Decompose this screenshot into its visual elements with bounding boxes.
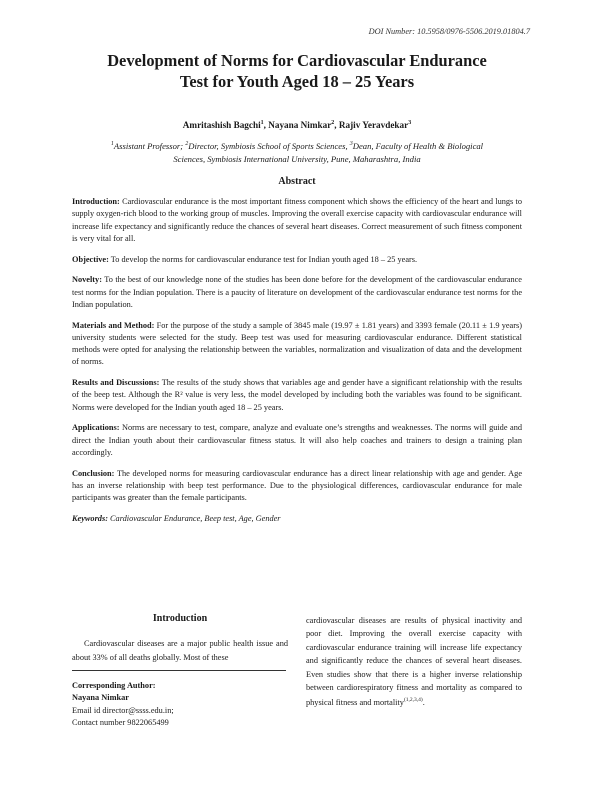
affil-text: Director, Symbiosis School of Sports Sciences, — [188, 140, 350, 151]
abstract-label: Introduction: — [72, 197, 120, 206]
author-name: Amritashish Bagchi — [182, 120, 261, 131]
affiliations — [110, 138, 484, 166]
keywords-text: Cardiovascular Endurance, Beep test, Age, Gender — [107, 513, 281, 523]
introduction-text: cardiovascular diseases are results of physical inactivity and poor diet. Improving the overall exercise capacity with cardiovascular endurance training will increase life expectancy and significantly reduce the chances of several heart diseases. Even studies show that there is a higher inverse relationship between cardiorespiratory fitness and mortality as compared to physical fitness and mortality — [306, 616, 522, 708]
abstract-text: Cardiovascular endurance is the most important fitness component which shows the efficiency of the heart and lungs to supply oxygen-rich blood to the working group of muscles. Improving the overall exercise capacity with cardiovascular endurance will increase life expectancy and significantly reduce the chances of several heart diseases. Correct measurement of such fitness component is very vital for all. — [72, 197, 522, 243]
abstract-paragraph — [72, 254, 522, 266]
introduction-paragraph: Cardiovascular diseases are a major public health issue and about 33% of all deaths globally. Most of these — [72, 639, 288, 662]
abstract-text: Norms are necessary to test, compare, analyze and evaluate one’s strengths and weaknesses. The norms will guide and direct the Indian youth about their cardiovascular fitness status. It will also help coaches and trainers to design a training plan accordingly. — [72, 423, 522, 457]
title-line-1: Development of Norms for Cardiovascular Endurance — [107, 51, 487, 70]
affil-text: Assistant Professor; — [113, 140, 186, 151]
corresponding-author-name: Nayana Nimkar — [72, 693, 129, 703]
abstract-label: Results and Discussions: — [72, 378, 160, 388]
affil-mark: 2 — [185, 141, 189, 147]
abstract-paragraph — [72, 422, 522, 459]
footnote-divider — [72, 670, 286, 671]
author-name: Rajiv Yeravdekar — [338, 120, 409, 131]
author-affil-mark: 2 — [331, 120, 335, 126]
author-affil-mark: 1 — [260, 120, 264, 126]
paper-title — [60, 50, 534, 92]
abstract-label: Materials and Method: — [72, 320, 155, 330]
doi-number: DOI Number: 10.5958/0976-5506.2019.01804.7 — [368, 27, 530, 36]
corresponding-author-heading: Corresponding Author: — [72, 681, 156, 690]
affil-mark: 3 — [349, 141, 353, 147]
abstract-paragraph — [72, 196, 522, 245]
introduction-paragraph-continued — [306, 614, 522, 710]
affil-text: Dean, Faculty of Health & Biological Sciences, Symbiosis International University, Pune, Maharashtra, India — [173, 140, 484, 164]
abstract-label: Applications: — [72, 423, 120, 433]
abstract-paragraph — [72, 274, 522, 311]
right-column — [306, 614, 522, 710]
abstract-heading: Abstract — [278, 176, 316, 187]
author-separator: , — [334, 120, 339, 131]
abstract-text: For the purpose of the study a sample of 3845 male (19.97 ± 1.81 years) and 3393 female (20.11 ± 1.9 years) university students were selected for the study. Beep test was used for measuring cardiovascular endurance. Different statistical methods were opted for analysing the relationship between the variables, normalization and visualization of data and the development of norms. — [72, 320, 522, 367]
citation-reference: (1,2,3,4) — [403, 697, 423, 704]
affil-mark: 1 — [110, 141, 114, 147]
abstract-paragraph — [72, 468, 522, 505]
abstract-label: Objective: — [72, 254, 109, 264]
author-list — [60, 120, 534, 130]
introduction-heading: Introduction — [152, 613, 208, 624]
abstract-label: Novelty: — [72, 275, 102, 285]
abstract-paragraph — [72, 377, 522, 414]
title-line-2: Test for Youth Aged 18 – 25 Years — [179, 72, 415, 91]
keywords — [72, 513, 522, 525]
left-column — [72, 612, 288, 664]
abstract-label: Conclusion: — [72, 468, 115, 478]
abstract-text: The developed norms for measuring cardiovascular endurance has a direct linear relationship with age and gender. Age has an inverse relationship with beep test performance. Due to the physiological differences, cardiovascular endurance for male participants was greater than the female participants. — [72, 468, 522, 503]
author-separator: , — [263, 120, 269, 131]
abstract-paragraph — [72, 320, 522, 369]
author-name: Nayana Nimkar — [268, 120, 332, 131]
corresponding-author-block — [72, 680, 288, 730]
author-affil-mark: 3 — [408, 120, 412, 126]
keywords-label: Keywords: — [72, 513, 108, 523]
corresponding-author-phone: Contact number 9822065499 — [72, 718, 169, 728]
abstract-text: To the best of our knowledge none of the studies has been done before for the development of the cardiovascular endurance test norms for the Indian population. There is a paucity of literature on development of the cardiovascular endurance test norms for the Indian population. — [72, 275, 522, 309]
abstract-text: To develop the norms for cardiovascular endurance test for Indian youth aged 18 – 25 years. — [108, 254, 418, 264]
corresponding-author-email: Email id director@ssss.edu.in; — [72, 705, 174, 715]
abstract-body — [72, 196, 522, 534]
abstract-text: The results of the study shows that variables age and gender have a significant relationship with the results of the beep test. Although the R² value is very less, the model developed by including both the variables was found to be significant. Norms were developed for the Indian youth aged 18 – 25 years. — [72, 378, 522, 412]
sentence-end: . — [422, 698, 425, 708]
